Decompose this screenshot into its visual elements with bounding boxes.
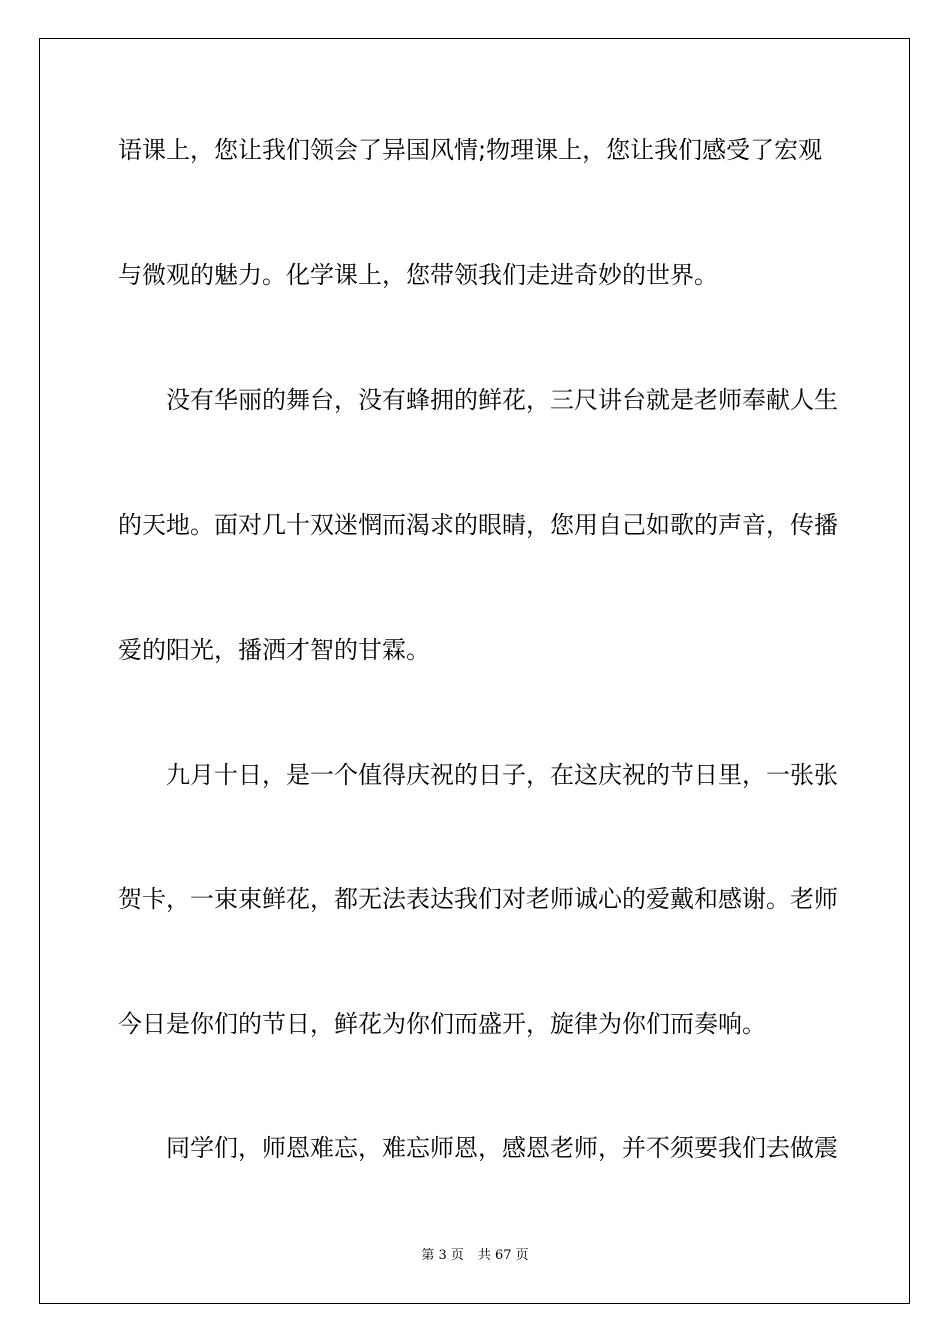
total-pages: 共 67 页 — [477, 1248, 529, 1263]
paragraph-start-line: 同学们，师恩难忘，难忘师恩，感恩老师，并不须要我们去做震 — [166, 1134, 838, 1162]
text-line: 爱的阳光，播洒才智的甘霖。 — [118, 636, 430, 664]
page-frame — [39, 38, 910, 1304]
paragraph-start-line: 九月十日，是一个值得庆祝的日子，在这庆祝的节日里，一张张 — [166, 761, 838, 789]
page-number: 第 3 页 — [421, 1248, 464, 1263]
text-line: 与微观的魅力。化学课上，您带领我们走进奇妙的世界。 — [118, 261, 718, 289]
page-footer — [0, 1247, 950, 1265]
text-line: 贺卡，一束束鲜花，都无法表达我们对老师诚心的爱戴和感谢。老师 — [118, 885, 838, 913]
text-line: 的天地。面对几十双迷惘而渴求的眼睛，您用自己如歌的声音，传播 — [118, 511, 838, 539]
text-line: 语课上，您让我们领会了异国风情;物理课上，您让我们感受了宏观 — [118, 136, 823, 164]
paragraph-start-line: 没有华丽的舞台，没有蜂拥的鲜花，三尺讲台就是老师奉献人生 — [166, 386, 838, 414]
text-line: 今日是你们的节日，鲜花为你们而盛开，旋律为你们而奏响。 — [118, 1010, 766, 1038]
